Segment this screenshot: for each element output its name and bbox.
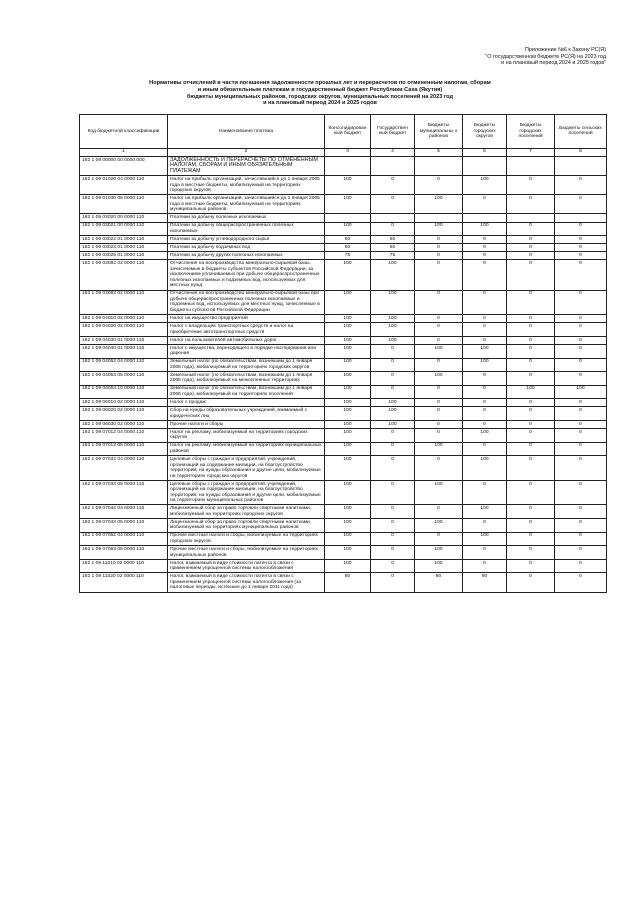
cell-rate: 0 bbox=[463, 385, 507, 399]
cell-rate: 0 bbox=[507, 442, 555, 456]
cell-rate: 0 bbox=[463, 336, 507, 344]
table-body bbox=[80, 157, 607, 592]
appendix-line: Приложение №6 к Закону РС(Я) bbox=[524, 47, 606, 53]
cell-rate: 0 bbox=[507, 176, 555, 195]
col-header-consolidated: Консолидирован ный бюджет bbox=[325, 115, 371, 149]
cell-rate: 100 bbox=[415, 480, 463, 505]
cell-code: 182 1 09 07053 05 0000 110 bbox=[80, 546, 168, 560]
cell-rate: 0 bbox=[507, 480, 555, 505]
column-number-row bbox=[80, 148, 607, 157]
cell-code: 182 1 09 03083 02 0000 110 bbox=[80, 290, 168, 315]
cell-rate bbox=[415, 214, 463, 222]
cell-code: 182 1 09 07052 04 0000 110 bbox=[80, 532, 168, 546]
cell-rate: 100 bbox=[325, 336, 371, 344]
cell-rate: 0 bbox=[415, 323, 463, 337]
table-row bbox=[80, 336, 607, 344]
cell-payment-name: Налог с владельцев транспортных средств и налог на приобретение автотранспортных средств bbox=[168, 323, 325, 337]
cell-rate: 60 bbox=[325, 236, 371, 244]
cell-code: 182 1 09 04053 10 0000 110 bbox=[80, 385, 168, 399]
cell-rate: 100 bbox=[325, 385, 371, 399]
cell-rate: 0 bbox=[371, 559, 415, 573]
cell-rate: 100 bbox=[371, 407, 415, 421]
cell-rate bbox=[371, 214, 415, 222]
cell-payment-name: Отчисления на воспроизводство минерально-сырьевой базы при добыче общераспространенных полезных ископаемых и подземных вод, используемых для местных нужд, зачисляемые в бюджеты субъектов Российской Федерации bbox=[168, 290, 325, 315]
cell-rate: 0 bbox=[371, 344, 415, 358]
table-row bbox=[80, 399, 607, 407]
cell-rate: 100 bbox=[415, 372, 463, 386]
cell-payment-name: Налог на рекламу, мобилизуемый на территориях муниципальных районов bbox=[168, 442, 325, 456]
col-header-rural-settlements: Бюджеты сельских поселений bbox=[555, 115, 607, 149]
cell-rate: 0 bbox=[463, 399, 507, 407]
cell-rate: 0 bbox=[555, 456, 607, 481]
cell-rate: 0 bbox=[507, 399, 555, 407]
cell-rate: 60 bbox=[325, 244, 371, 252]
cell-rate: 0 bbox=[555, 407, 607, 421]
cell-rate: 100 bbox=[415, 442, 463, 456]
column-number: 4 bbox=[371, 148, 415, 157]
cell-rate: 0 bbox=[371, 195, 415, 214]
column-number: 2 bbox=[168, 148, 325, 157]
cell-rate: 0 bbox=[507, 407, 555, 421]
cell-rate: 0 bbox=[463, 420, 507, 428]
cell-payment-name: Платежи за добычу общераспространенных полезных ископаемых bbox=[168, 222, 325, 236]
cell-rate: 75 bbox=[325, 252, 371, 260]
cell-payment-name: Земельный налог (по обязательствам, возникшим до 1 января 2006 года), мобилизуемый на территориях городских округов bbox=[168, 358, 325, 372]
cell-rate: 0 bbox=[555, 573, 607, 592]
cell-code: 182 1 09 06030 02 0000 110 bbox=[80, 420, 168, 428]
table-row bbox=[80, 157, 607, 176]
cell-rate: 0 bbox=[463, 559, 507, 573]
cell-rate: 0 bbox=[555, 442, 607, 456]
cell-rate bbox=[325, 157, 371, 176]
cell-code: 182 1 09 04040 01 0000 110 bbox=[80, 344, 168, 358]
cell-rate: 0 bbox=[507, 546, 555, 560]
column-number: 6 bbox=[463, 148, 507, 157]
table-row bbox=[80, 519, 607, 533]
cell-code: 182 1 09 01030 05 0000 110 bbox=[80, 195, 168, 214]
cell-rate: 100 bbox=[415, 559, 463, 573]
cell-rate: 0 bbox=[507, 573, 555, 592]
cell-rate: 100 bbox=[325, 260, 371, 290]
col-header-name: Наименование платежа bbox=[168, 115, 325, 149]
cell-rate: 100 bbox=[325, 480, 371, 505]
cell-code: 182 1 09 03021 00 0000 110 bbox=[80, 222, 168, 236]
cell-rate: 0 bbox=[415, 456, 463, 481]
table-row bbox=[80, 407, 607, 421]
column-number: 5 bbox=[415, 148, 463, 157]
cell-rate: 100 bbox=[463, 222, 507, 236]
cell-rate: 0 bbox=[415, 260, 463, 290]
cell-rate: 0 bbox=[463, 519, 507, 533]
cell-payment-name: Лицензионный сбор за право торговли спиртными напитками, мобилизуемый на территориях муниципальных районов bbox=[168, 519, 325, 533]
cell-rate: 100 bbox=[325, 195, 371, 214]
cell-rate: 100 bbox=[463, 429, 507, 443]
cell-rate: 100 bbox=[371, 315, 415, 323]
cell-rate: 100 bbox=[463, 344, 507, 358]
cell-rate: 0 bbox=[507, 323, 555, 337]
table-row bbox=[80, 358, 607, 372]
cell-rate: 0 bbox=[463, 442, 507, 456]
cell-rate: 0 bbox=[463, 236, 507, 244]
cell-rate: 80 bbox=[325, 573, 371, 592]
cell-rate: 0 bbox=[463, 195, 507, 214]
cell-rate: 0 bbox=[463, 323, 507, 337]
cell-rate: 0 bbox=[371, 532, 415, 546]
cell-rate: 0 bbox=[415, 244, 463, 252]
cell-code: 182 1 09 03082 02 0000 110 bbox=[80, 260, 168, 290]
cell-code: 182 1 09 04053 05 0000 110 bbox=[80, 372, 168, 386]
table-row bbox=[80, 372, 607, 386]
cell-rate: 0 bbox=[555, 399, 607, 407]
cell-rate: 0 bbox=[507, 252, 555, 260]
cell-rate: 0 bbox=[555, 252, 607, 260]
cell-rate: 0 bbox=[555, 195, 607, 214]
cell-rate: 0 bbox=[415, 420, 463, 428]
cell-rate: 60 bbox=[371, 236, 415, 244]
column-number: 1 bbox=[80, 148, 168, 157]
cell-rate: 0 bbox=[371, 385, 415, 399]
cell-rate: 100 bbox=[371, 290, 415, 315]
cell-payment-name: Целевые сборы с граждан и предприятий, учреждений, организаций на содержание милиции, на благоустройство территорий, на нужды образования и другие цели, мобилизуемые на территориях городских округов bbox=[168, 456, 325, 481]
cell-rate: 100 bbox=[325, 372, 371, 386]
table-row bbox=[80, 344, 607, 358]
cell-rate: 100 bbox=[325, 456, 371, 481]
cell-rate: 100 bbox=[415, 222, 463, 236]
cell-payment-name: Сбор на нужды образовательных учреждений, взимаемый с юридических лиц bbox=[168, 407, 325, 421]
cell-rate: 0 bbox=[371, 442, 415, 456]
cell-rate: 100 bbox=[325, 407, 371, 421]
cell-rate: 0 bbox=[507, 532, 555, 546]
table-row bbox=[80, 176, 607, 195]
cell-payment-name: Платежи за добычу углеводородного сырья bbox=[168, 236, 325, 244]
cell-rate: 90 bbox=[463, 573, 507, 592]
cell-payment-name: Лицензионный сбор за право торговли спиртными напитками, мобилизуемый на территориях городских округов bbox=[168, 505, 325, 519]
cell-payment-name: Прочие налоги и сборы bbox=[168, 420, 325, 428]
table-row bbox=[80, 260, 607, 290]
cell-rate: 0 bbox=[555, 290, 607, 315]
cell-rate: 0 bbox=[415, 252, 463, 260]
cell-code: 182 1 09 07042 04 0000 110 bbox=[80, 505, 168, 519]
cell-rate: 0 bbox=[555, 358, 607, 372]
table-header-row bbox=[80, 115, 607, 149]
cell-code: 182 1 09 06010 02 0000 110 bbox=[80, 399, 168, 407]
cell-rate: 0 bbox=[507, 519, 555, 533]
cell-rate bbox=[463, 157, 507, 176]
title-line: Нормативы отчислений в части погашения задолженности прошлых лет и перерасчетов по отмененным налогам, сборам bbox=[149, 80, 491, 86]
cell-rate: 100 bbox=[371, 260, 415, 290]
cell-rate: 0 bbox=[415, 236, 463, 244]
cell-rate: 100 bbox=[463, 456, 507, 481]
cell-rate: 100 bbox=[325, 546, 371, 560]
cell-payment-name: Налог на имущество предприятий bbox=[168, 315, 325, 323]
cell-code: 182 1 09 07043 05 0000 110 bbox=[80, 519, 168, 533]
cell-rate: 0 bbox=[507, 456, 555, 481]
document-title bbox=[140, 80, 500, 107]
cell-code: 182 1 09 04010 02 0000 110 bbox=[80, 315, 168, 323]
cell-code: 182 1 09 03022 01 0000 110 bbox=[80, 236, 168, 244]
cell-rate: 100 bbox=[325, 323, 371, 337]
cell-rate: 100 bbox=[371, 420, 415, 428]
table-row bbox=[80, 385, 607, 399]
cell-rate: 0 bbox=[371, 176, 415, 195]
cell-rate: 0 bbox=[555, 336, 607, 344]
cell-rate: 0 bbox=[507, 290, 555, 315]
cell-rate: 100 bbox=[325, 222, 371, 236]
cell-rate: 0 bbox=[415, 505, 463, 519]
cell-payment-name: Платежи за добычу других полезных ископаемых bbox=[168, 252, 325, 260]
cell-rate: 0 bbox=[371, 505, 415, 519]
cell-code: 182 1 09 07033 05 0000 110 bbox=[80, 480, 168, 505]
cell-payment-name: Налог на прибыль организаций, зачислявшийся до 1 января 2005 года в местные бюджеты, мобилизуемый на территориях городских округов bbox=[168, 176, 325, 195]
cell-rate: 0 bbox=[463, 372, 507, 386]
cell-rate: 100 bbox=[325, 505, 371, 519]
cell-code: 182 1 09 03025 01 0000 110 bbox=[80, 252, 168, 260]
cell-rate: 0 bbox=[507, 372, 555, 386]
table-row bbox=[80, 323, 607, 337]
appendix-line: "О государственном бюджете РС(Я) на 2023 год bbox=[485, 53, 606, 60]
cell-rate: 0 bbox=[555, 344, 607, 358]
cell-code: 182 1 09 11020 02 0000 110 bbox=[80, 573, 168, 592]
cell-rate: 0 bbox=[555, 559, 607, 573]
cell-rate: 0 bbox=[371, 358, 415, 372]
cell-rate: 100 bbox=[371, 399, 415, 407]
cell-rate: 100 bbox=[325, 559, 371, 573]
cell-rate: 0 bbox=[371, 480, 415, 505]
cell-rate: 100 bbox=[325, 519, 371, 533]
cell-rate: 100 bbox=[463, 505, 507, 519]
col-header-state: Государствен ный бюджет bbox=[371, 115, 415, 149]
table-row bbox=[80, 252, 607, 260]
table-row bbox=[80, 195, 607, 214]
cell-payment-name: Прочие местные налоги и сборы, мобилизуемые на территориях муниципальных районов bbox=[168, 546, 325, 560]
cell-rate bbox=[555, 214, 607, 222]
cell-rate: 0 bbox=[507, 429, 555, 443]
cell-rate: 0 bbox=[555, 420, 607, 428]
cell-rate: 60 bbox=[371, 244, 415, 252]
cell-payment-name: Налог с имущества, переходящего в порядке наследования или дарения bbox=[168, 344, 325, 358]
cell-rate: 100 bbox=[325, 532, 371, 546]
cell-rate: 0 bbox=[507, 344, 555, 358]
cell-rate: 0 bbox=[507, 244, 555, 252]
cell-rate: 75 bbox=[371, 252, 415, 260]
cell-rate: 0 bbox=[555, 323, 607, 337]
cell-rate: 90 bbox=[415, 573, 463, 592]
cell-code: 182 1 09 07012 04 0000 110 bbox=[80, 429, 168, 443]
cell-rate: 100 bbox=[325, 315, 371, 323]
cell-code: 182 1 09 00000 00 0000 000 bbox=[80, 157, 168, 176]
cell-rate: 100 bbox=[463, 176, 507, 195]
cell-rate: 100 bbox=[555, 385, 607, 399]
cell-rate: 0 bbox=[507, 260, 555, 290]
cell-rate: 0 bbox=[415, 399, 463, 407]
cell-payment-name: Платежи за добычу полезных ископаемых bbox=[168, 214, 325, 222]
cell-rate: 0 bbox=[415, 429, 463, 443]
cell-rate: 0 bbox=[507, 195, 555, 214]
cell-rate: 0 bbox=[371, 222, 415, 236]
title-line: и на плановый период 2024 и 2025 годов bbox=[263, 100, 377, 107]
cell-rate: 100 bbox=[415, 519, 463, 533]
cell-rate bbox=[507, 214, 555, 222]
cell-rate: 0 bbox=[555, 429, 607, 443]
cell-rate: 100 bbox=[325, 358, 371, 372]
col-header-urban-settlements: Бюджеты городских поселений bbox=[507, 115, 555, 149]
cell-rate: 0 bbox=[555, 176, 607, 195]
column-number: 8 bbox=[555, 148, 607, 157]
table-row bbox=[80, 290, 607, 315]
cell-rate: 100 bbox=[463, 532, 507, 546]
cell-rate: 0 bbox=[507, 505, 555, 519]
table-row bbox=[80, 236, 607, 244]
cell-rate bbox=[325, 214, 371, 222]
cell-rate: 0 bbox=[555, 315, 607, 323]
norms-table bbox=[79, 114, 607, 593]
table-row bbox=[80, 244, 607, 252]
cell-payment-name: Налог, взимаемый в виде стоимости патента в связи с применением упрощенной системы налогообложения bbox=[168, 559, 325, 573]
cell-rate: 100 bbox=[415, 546, 463, 560]
cell-rate: 0 bbox=[415, 407, 463, 421]
cell-rate: 0 bbox=[463, 290, 507, 315]
cell-rate: 0 bbox=[555, 480, 607, 505]
cell-code: 182 1 09 11010 02 0000 110 bbox=[80, 559, 168, 573]
cell-rate: 0 bbox=[555, 372, 607, 386]
title-line: и иным обязательным платежам в государственный бюджет Республики Саха (Якутия) bbox=[197, 86, 443, 93]
table-row bbox=[80, 214, 607, 222]
cell-rate: 0 bbox=[415, 532, 463, 546]
cell-rate: 100 bbox=[415, 344, 463, 358]
cell-rate: 100 bbox=[371, 336, 415, 344]
cell-rate: 0 bbox=[415, 385, 463, 399]
cell-rate: 0 bbox=[555, 222, 607, 236]
column-number: 7 bbox=[507, 148, 555, 157]
cell-rate: 0 bbox=[415, 290, 463, 315]
cell-code: 182 1 09 04052 04 0000 110 bbox=[80, 358, 168, 372]
cell-rate: 0 bbox=[463, 260, 507, 290]
cell-rate: 0 bbox=[463, 546, 507, 560]
table-row bbox=[80, 442, 607, 456]
cell-payment-name: Отчисления на воспроизводство минерально-сырьевой базы, зачисляемые в бюджеты субъектов Российской Федерации, за исключением уплачиваемых при добыче общераспространенных полезных ископаемых и подземных вод, используемых для местных нужд bbox=[168, 260, 325, 290]
cell-rate: 100 bbox=[325, 442, 371, 456]
table-row bbox=[80, 315, 607, 323]
appendix-note bbox=[396, 47, 606, 67]
cell-payment-name: Платежи за добычу подземных вод bbox=[168, 244, 325, 252]
cell-rate: 0 bbox=[507, 222, 555, 236]
cell-code: 182 1 09 03020 00 0000 110 bbox=[80, 214, 168, 222]
cell-rate: 100 bbox=[415, 195, 463, 214]
cell-rate: 0 bbox=[555, 260, 607, 290]
cell-payment-name: ЗАДОЛЖЕННОСТЬ И ПЕРЕРАСЧЕТЫ ПО ОТМЕНЕННЫМ НАЛОГАМ, СБОРАМ И ИНЫМ ОБЯЗАТЕЛЬНЫМ ПЛАТЕЖАМ bbox=[168, 157, 325, 176]
cell-rate: 0 bbox=[415, 358, 463, 372]
cell-rate bbox=[463, 214, 507, 222]
cell-rate: 0 bbox=[555, 236, 607, 244]
cell-rate: 0 bbox=[371, 546, 415, 560]
cell-rate: 0 bbox=[507, 559, 555, 573]
table-row bbox=[80, 505, 607, 519]
cell-rate: 0 bbox=[555, 546, 607, 560]
cell-rate: 0 bbox=[371, 372, 415, 386]
table-row bbox=[80, 546, 607, 560]
cell-rate: 100 bbox=[325, 344, 371, 358]
cell-rate: 0 bbox=[463, 252, 507, 260]
cell-payment-name: Налог на прибыль организаций, зачислявшийся до 1 января 2005 года в местные бюджеты, мобилизуемый на территориях муниципальных районов bbox=[168, 195, 325, 214]
cell-payment-name: Налог на пользователей автомобильных дорог bbox=[168, 336, 325, 344]
cell-code: 182 1 09 03023 01 0000 110 bbox=[80, 244, 168, 252]
table-row bbox=[80, 559, 607, 573]
cell-rate: 100 bbox=[371, 323, 415, 337]
appendix-line: и на плановый период 2024 и 2025 годов" bbox=[501, 60, 606, 67]
title-line: бюджеты муниципальных районов, городских округов, муниципальных поселений на 2023 год bbox=[186, 93, 454, 100]
col-header-code: Код бюджетной классификации bbox=[80, 115, 168, 149]
cell-rate: 0 bbox=[463, 480, 507, 505]
cell-rate: 0 bbox=[371, 573, 415, 592]
cell-rate: 0 bbox=[463, 315, 507, 323]
table-row bbox=[80, 429, 607, 443]
cell-rate: 100 bbox=[325, 420, 371, 428]
cell-code: 182 1 09 04030 01 0000 110 bbox=[80, 336, 168, 344]
cell-rate bbox=[555, 157, 607, 176]
table-row bbox=[80, 420, 607, 428]
cell-rate: 100 bbox=[325, 429, 371, 443]
cell-rate: 100 bbox=[463, 358, 507, 372]
cell-code: 182 1 09 07032 04 0000 110 bbox=[80, 456, 168, 481]
cell-payment-name: Прочие местные налоги и сборы, мобилизуемые на территориях городских округов bbox=[168, 532, 325, 546]
col-header-city-districts: Бюджеты городских округов bbox=[463, 115, 507, 149]
cell-payment-name: Налог на рекламу, мобилизуемый на территориях городских округов bbox=[168, 429, 325, 443]
cell-rate: 0 bbox=[463, 244, 507, 252]
table-row bbox=[80, 456, 607, 481]
table-row bbox=[80, 532, 607, 546]
cell-rate bbox=[415, 157, 463, 176]
cell-code: 182 1 09 07013 05 0000 110 bbox=[80, 442, 168, 456]
cell-rate: 0 bbox=[371, 429, 415, 443]
table-row bbox=[80, 573, 607, 592]
cell-rate: 0 bbox=[415, 315, 463, 323]
cell-rate: 100 bbox=[325, 176, 371, 195]
cell-rate: 0 bbox=[555, 532, 607, 546]
cell-rate: 0 bbox=[415, 176, 463, 195]
cell-rate: 0 bbox=[555, 244, 607, 252]
cell-rate: 0 bbox=[415, 336, 463, 344]
cell-rate: 0 bbox=[555, 519, 607, 533]
cell-rate: 0 bbox=[507, 420, 555, 428]
cell-payment-name: Земельный налог (по обязательствам, возникшим до 1 января 2006 года), мобилизуемый на межселенных территориях bbox=[168, 372, 325, 386]
cell-rate: 0 bbox=[463, 407, 507, 421]
cell-rate bbox=[507, 157, 555, 176]
cell-payment-name: Земельный налог (по обязательствам, возникшим до 1 января 2006 года), мобилизуемый на территориях поселений bbox=[168, 385, 325, 399]
col-header-municipal-districts: Бюджеты муниципальны х районов bbox=[415, 115, 463, 149]
cell-rate: 100 bbox=[507, 385, 555, 399]
cell-rate: 0 bbox=[507, 358, 555, 372]
cell-payment-name: Налог с продаж bbox=[168, 399, 325, 407]
cell-rate: 0 bbox=[371, 519, 415, 533]
cell-rate: 100 bbox=[325, 290, 371, 315]
cell-rate: 0 bbox=[555, 505, 607, 519]
column-number: 3 bbox=[325, 148, 371, 157]
cell-payment-name: Целевые сборы с граждан и предприятий, учреждений, организаций на содержание милиции, на благоустройство территорий, на нужды образования и другие цели, мобилизуемые на территориях муниципальных районов bbox=[168, 480, 325, 505]
table-row bbox=[80, 222, 607, 236]
cell-rate bbox=[371, 157, 415, 176]
cell-payment-name: Налог, взимаемый в виде стоимости патента в связи с применением упрощенной системы налогообложения (за налоговые периоды, истекшие до 1 января 2011 года) bbox=[168, 573, 325, 592]
table-row bbox=[80, 480, 607, 505]
cell-code: 182 1 09 06020 02 0000 110 bbox=[80, 407, 168, 421]
cell-rate: 100 bbox=[325, 399, 371, 407]
cell-rate: 0 bbox=[371, 456, 415, 481]
cell-code: 182 1 09 04020 02 0000 110 bbox=[80, 323, 168, 337]
cell-rate: 0 bbox=[507, 315, 555, 323]
cell-rate: 0 bbox=[507, 236, 555, 244]
cell-rate: 0 bbox=[507, 336, 555, 344]
cell-code: 182 1 09 01020 04 0000 110 bbox=[80, 176, 168, 195]
